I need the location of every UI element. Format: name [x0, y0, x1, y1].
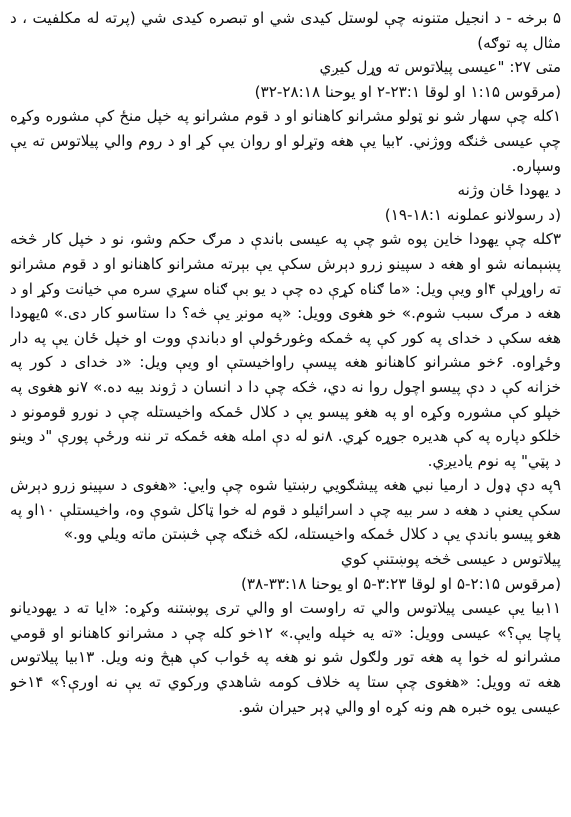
text-line: ۱۱بیا یې عیسی پیلاتوس والي ته راوست او والي تری پوښتنه وکړه: «ایا ته د یهودیانو	[10, 599, 561, 618]
text-line: پښېمانه شو او هغه د سپینو زرو دېرش سکې یې بېرته مشرانو کاهنانو او د قوم مشرانو	[10, 254, 561, 273]
text-line: هغه د مرګ سبب شوم.» خو هغوی وویل: «په مونږ یې څه؟ دا ستاسو کار دی.» ۵یهودا	[10, 304, 561, 323]
text-line: مشرانو له خوا په هغه تور ولګول شو نو هغه په ځواب کې هېڅ ونه ویل. ۱۳بیا پیلاتوس	[10, 648, 561, 667]
text-line: وځړاوه. ۶خو مشرانو کاهنانو هغه پیسې راواخیستې او ویې ویل: «د خدای د کور په	[10, 353, 561, 372]
text-line: (د رسولانو عملونه ۱۸:۱-۱۹)	[384, 205, 561, 224]
text-line: هغو پیسو باندې یې د کلال ځمکه واخیستله، لکه څنګه چې څښتن ماته ویلي وو.»	[63, 525, 561, 544]
text-line: (مرقوس ۲:۱۵-۵ او لوقا ۳:۲۳-۵ او یوحنا ۳۳:۱۸-۳۸)	[240, 574, 561, 593]
text-line: مثال په توګه)	[477, 33, 561, 52]
text-line: پیلاتوس د عیسی څخه پوښتنې کوي	[340, 550, 561, 569]
text-line: خزانه کې د دې پیسو اچول روا نه دي، څکه چې دا د انسان د ژوند بیه ده.» ۷نو هغوی په	[10, 377, 561, 396]
text-line: د یهودا ځان وژنه	[457, 181, 561, 200]
text-line: وسپاره.	[511, 156, 561, 175]
text-line: ۹په دې ډول د ارمیا نبي هغه پیشګویي رښتیا شوه چې وایي: «هغوی د سپینو زرو دېرش	[10, 476, 561, 495]
text-line: د پټي" په نوم یادیږي.	[427, 451, 561, 470]
text-line: خلکو دپاره په کې هدیره جوړه کړي. ۸نو له دې امله هغه ځمکه تر ننه ورځې پورې "د وینو	[10, 427, 561, 446]
text-line: ۵ برخه - د انجیل متنونه چې لوستل کیدی شي او تبصره کیدی شي (پرته له مکلفیت ، د	[10, 9, 561, 27]
text-line: ۳کله چې یهودا خاین پوه شو چې په عیسی باندې د مرګ حکم وشو، نو د خپل کار څخه	[10, 230, 561, 249]
text-line: ته راوړلې ۴او ویې ویل: «ما ګناه کړې ده چې د یو بې ګناه سړي سره مې خیانت وکړ او د	[10, 279, 561, 298]
text-line: هغه سکې د خدای په کور کې په څمکه وغورځولې او دباندې ووت او خپل ځان یې په دار	[10, 328, 561, 347]
text-line: چې عیسی څنګه ووژني. ۲بیا یې هغه وتړلو او روان یې کړ او د روم والي پیلاتوس ته یې	[10, 131, 561, 150]
text-line: سکې یعنې د هغه د سر بیه چې د اسرائیلو د قوم له خوا ټاکل شوې وه، واخیستلې ۱۰او په	[10, 500, 561, 519]
text-line: متی ۲۷: "عیسی پیلاتوس ته وړل کیږي	[319, 58, 561, 77]
text-line: ۱کله چې سهار شو نو ټولو مشرانو کاهنانو او د قوم مشرانو په خپل منځ کې مشوره وکړه	[10, 107, 561, 126]
text-line: خپلو کې مشوره وکړه او په هغو پیسو یې د کلال ځمکه واخیستله چې د نورو قومونو د	[10, 402, 561, 421]
text-line: عیسی یوه خبره هم ونه کړه او والي ډېر حیران شو.	[238, 697, 561, 716]
text-line: پاچا یې؟» عیسی وویل: «ته یه خپله وایې.» ۱۲خو کله چې د مشرانو کاهنانو او قومي	[10, 623, 561, 642]
text-line: (مرقوس ۱:۱۵ او لوقا ۲۳:۱-۲ او یوحنا ۲۸:۱۸-۳۲)	[254, 82, 561, 101]
text-line: هغه ته وویل: «هغوی چې ستا په خلاف کومه شاهدي ورکوي ته یې نه اورې؟» ۱۴خو	[10, 673, 561, 692]
document-body	[10, 6, 561, 719]
